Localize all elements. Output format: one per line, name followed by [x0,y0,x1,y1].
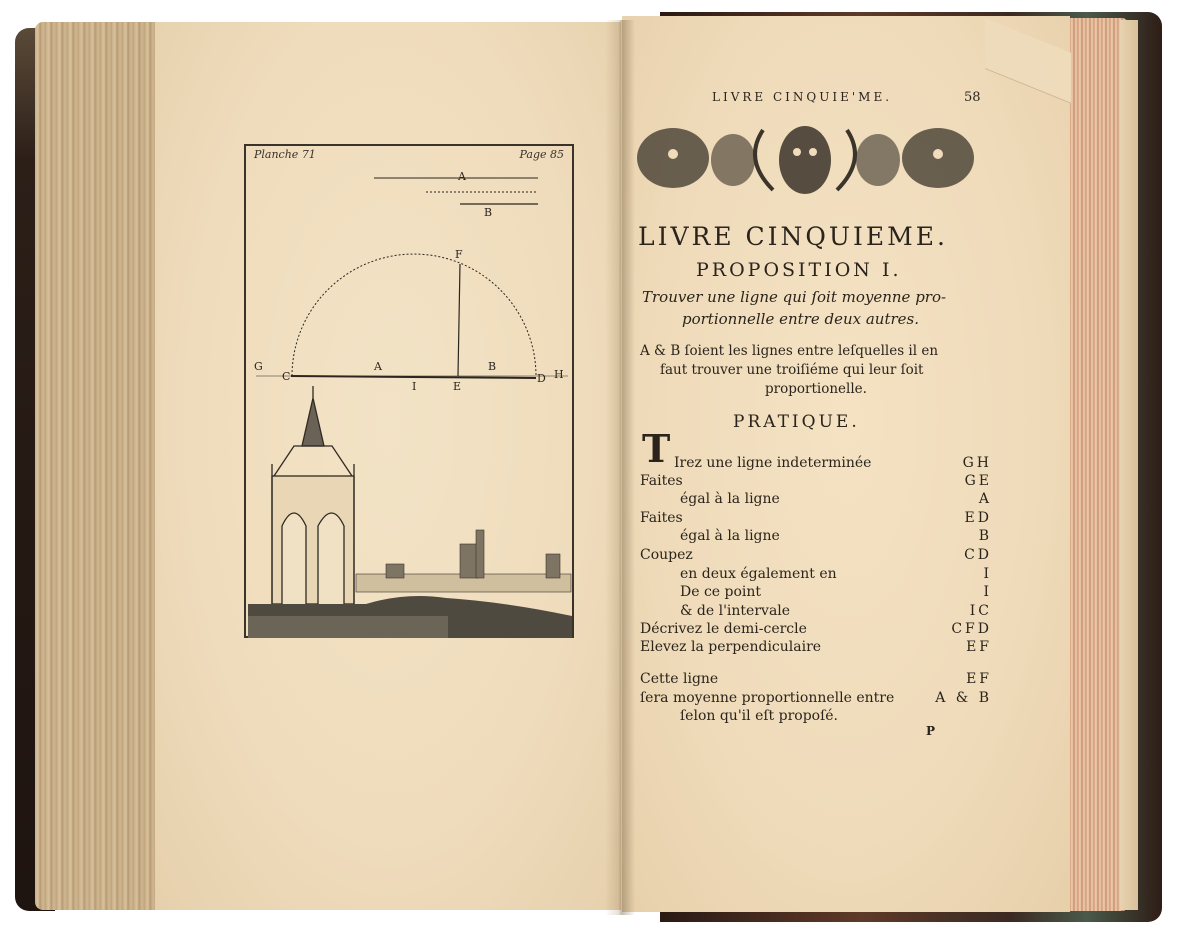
label-point-f: F [455,248,463,261]
step-ref: EF [966,671,992,687]
page-number: 58 [964,90,981,105]
signature-mark: P [926,724,936,738]
step-ref: EF [966,639,992,655]
step-ref: GH [962,455,992,471]
book-title-heading: LIVRE CINQUIEME. [638,222,948,251]
step-row [640,708,992,728]
drop-cap: T [642,426,671,471]
page-edges-left [35,22,157,910]
step-text: Elevez la perpendiculaire [640,639,822,655]
step-ref: ED [964,510,992,526]
gothic-monument-illustration [272,386,354,604]
label-point-i: I [412,380,417,393]
step-text: & de l'intervale [680,603,791,619]
step-text: Coupez [640,547,693,563]
step-row [640,584,992,604]
step-row [640,690,992,710]
step-row [640,473,992,493]
page-edges-right [1068,18,1128,911]
setup-line-2: faut trouver une troiſiéme qui leur ſoit [660,362,924,378]
step-ref: CFD [951,621,992,637]
step-row [640,603,992,623]
step-ref: A & B [935,690,992,706]
step-row [640,639,992,659]
step-ref: I [983,566,992,582]
step-row [640,671,992,691]
setup-line-3: proportionelle. [765,381,867,397]
step-row [640,528,992,548]
step-text: Faites [640,510,683,526]
label-point-c: C [282,370,291,383]
step-ref: GE [964,473,992,489]
step-text: Cette ligne [640,671,719,687]
step-text: Décrivez le demi-cercle [640,621,807,637]
step-text: en deux également en [680,566,837,582]
label-point-b: B [488,360,497,373]
book-gutter [605,20,635,915]
step-row [640,510,992,530]
label-point-h: H [554,368,564,381]
label-segment-b: B [484,206,493,219]
step-row [640,491,992,511]
step-row [640,621,992,641]
running-head: LIVRE CINQUIE'ME. [712,90,893,104]
step-ref: CD [964,547,992,563]
enunciation-line-2: portionnelle entre deux autres. [682,310,919,328]
step-ref: B [978,528,992,544]
proposition-heading: PROPOSITION I. [696,259,902,281]
label-point-d: D [537,372,546,385]
step-ref: IC [969,603,992,619]
engraved-plate [244,144,574,638]
step-text: ſera moyenne proportionnelle entre [640,690,895,706]
step-row [640,455,992,475]
step-row [640,566,992,586]
step-text: ſelon qu'il eſt propoſé. [680,708,839,724]
step-text: Irez une ligne indeterminée [674,455,872,471]
section-heading-pratique: PRATIQUE. [733,412,860,432]
step-text: égal à la ligne [680,528,780,544]
label-point-e: E [453,380,462,393]
step-ref: A [978,491,992,507]
label-point-g: G [254,360,263,373]
label-segment-a: A [458,170,466,183]
step-row [640,547,992,567]
step-text: égal à la ligne [680,491,780,507]
label-point-a: A [374,360,382,373]
town-skyline-illustration [356,530,571,592]
geometry-diagram [246,146,576,640]
step-ref: I [983,584,992,600]
step-text: De ce point [680,584,762,600]
enunciation-line-1: Trouver une ligne qui ſoit moyenne pro- [642,288,947,306]
step-text: Faites [640,473,683,489]
plate-number: Planche 71 [254,148,316,161]
setup-line-1: A & B ſoient les lignes entre leſquelles il en [640,343,939,359]
headpiece-ornament-icon [633,110,978,206]
page-edges-right-strip [1120,20,1138,910]
plate-page-ref: Page 85 [519,148,564,161]
